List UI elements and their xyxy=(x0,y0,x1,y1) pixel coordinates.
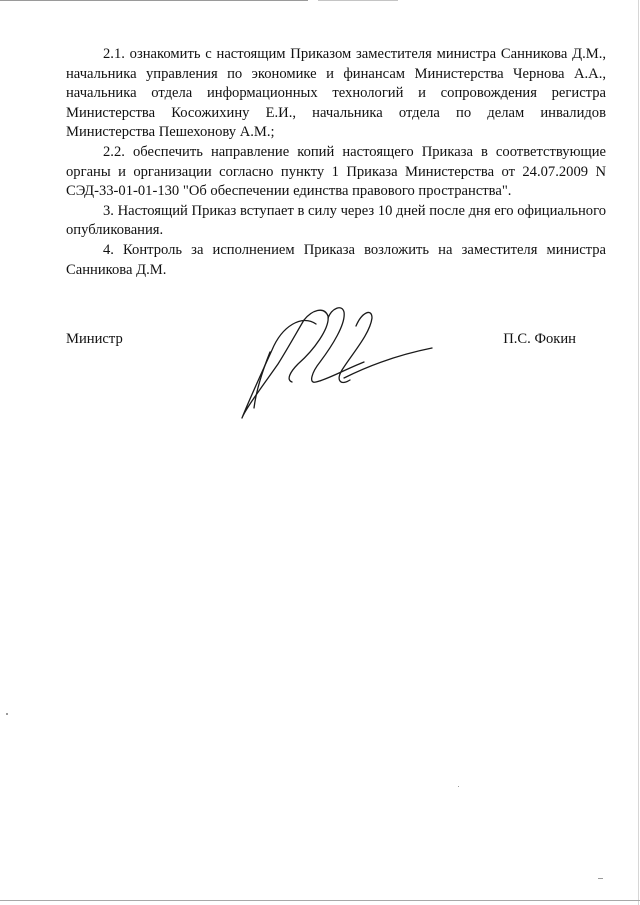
scan-speck xyxy=(598,878,603,879)
signatory-title: Министр xyxy=(66,331,123,347)
paragraph-2-1 xyxy=(66,45,606,143)
scan-border-top xyxy=(0,0,308,1)
paragraph-4 xyxy=(66,241,606,280)
document-body xyxy=(66,45,606,280)
paragraph-2-2 xyxy=(66,143,606,202)
paragraph-3 xyxy=(66,202,606,241)
scan-speck xyxy=(6,713,8,715)
signatory-name: П.С. Фокин xyxy=(503,331,576,347)
scan-border-top-segment xyxy=(318,0,398,1)
paragraph-3-text: 3. Настоящий Приказ вступает в силу через 10 дней после дня его официального опубликования. xyxy=(66,202,606,239)
paragraph-2-2-text: 2.2. обеспечить направление копий настоящего Приказа в соответствующие органы и организации согласно пункту 1 Приказа Министерства от 24.07.2009 N СЭД-33-01-01-130 "Об обеспечении единства правового пространства". xyxy=(66,143,606,200)
scan-speck xyxy=(458,786,459,787)
scan-border-bottom xyxy=(0,900,640,901)
scan-border-right xyxy=(638,0,639,905)
paragraph-4-text: 4. Контроль за исполнением Приказа возложить на заместителя министра Санникова Д.М. xyxy=(66,241,606,278)
handwritten-signature xyxy=(232,300,442,425)
paragraph-2-1-text: 2.1. ознакомить с настоящим Приказом заместителя министра Санникова Д.М., начальника управления по экономике и финансам Министерства Чернова А.А., начальника отдела информационных технологий и сопровождения регистра Министерства Косожихину Е.И., начальника отдела по делам инвалидов Министерства Пешехонову А.М.; xyxy=(66,46,606,141)
